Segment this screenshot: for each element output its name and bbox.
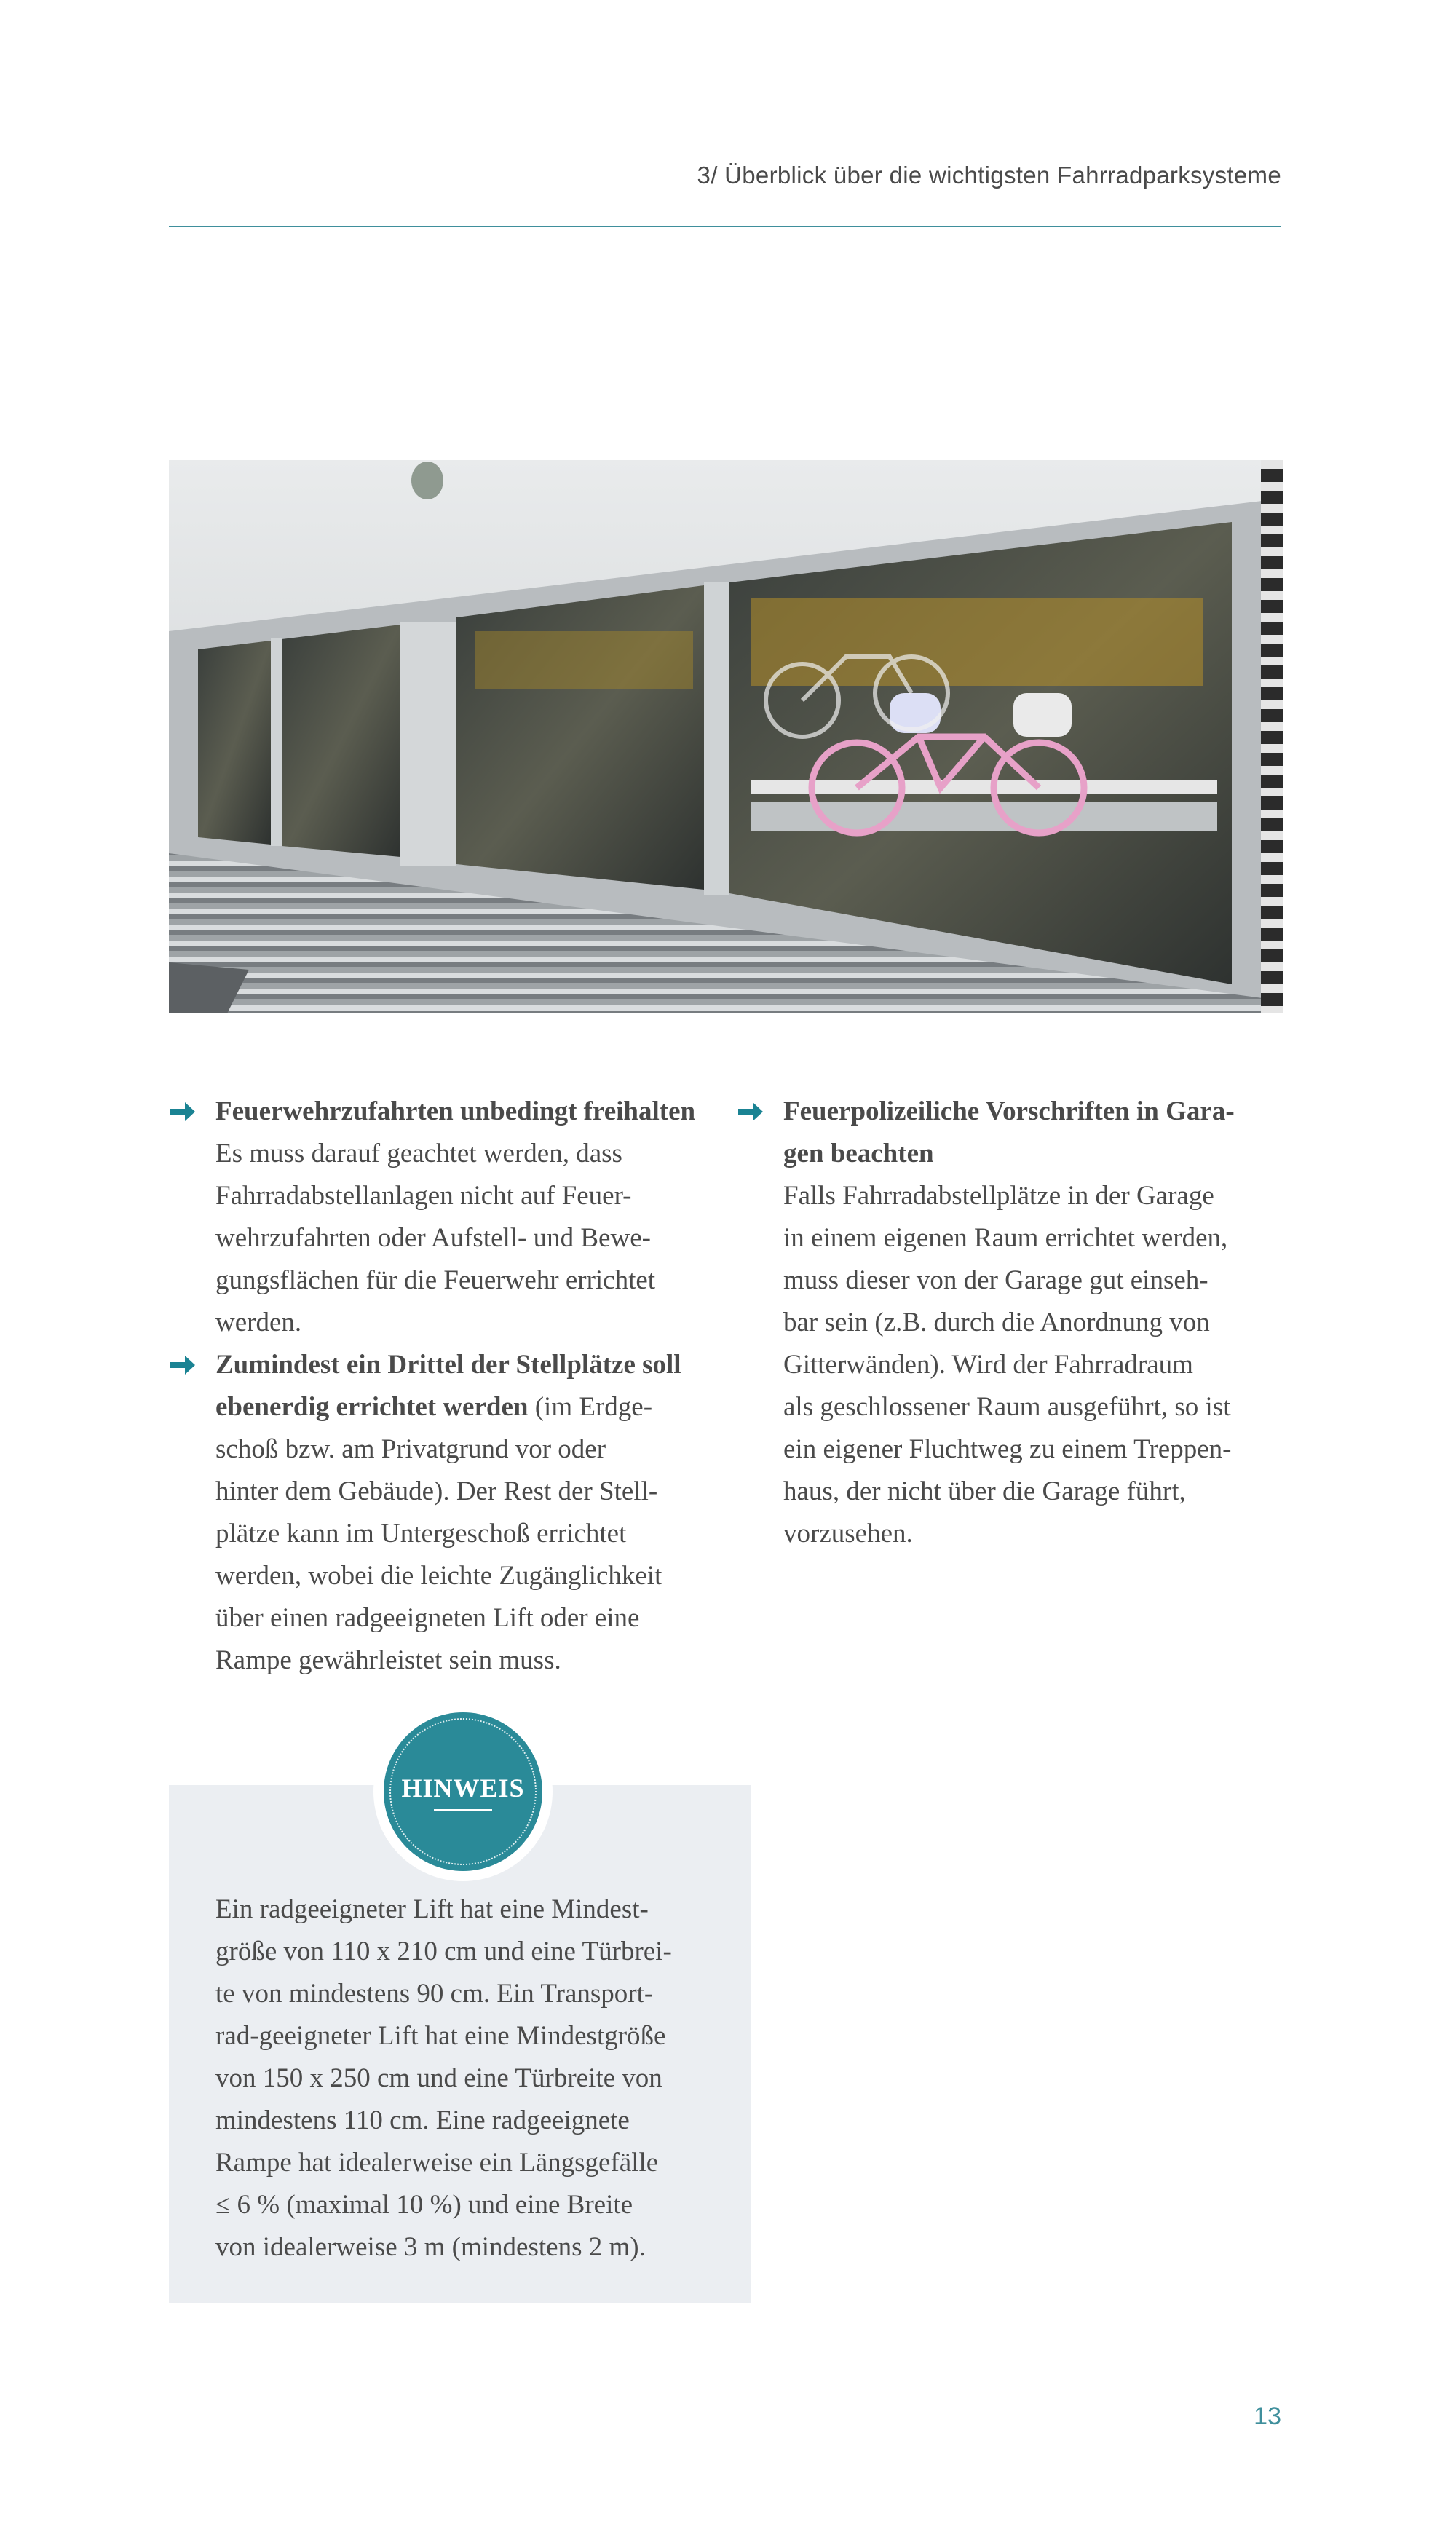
hint-text xyxy=(215,1889,725,2269)
bullet-title-continued: ebenerdig errichtet werden xyxy=(215,1392,529,1422)
bullet-line: als geschlossener Raum ausgeführt, so ist xyxy=(783,1392,1231,1422)
hint-line: größe von 110 x 210 cm und eine Türbrei- xyxy=(215,1937,672,1966)
header-divider xyxy=(169,226,1281,227)
bullet-title: Feuerpolizeiliche Vorschriften in Gara- xyxy=(783,1096,1235,1126)
bullet-line: über einen radgeeigneten Lift oder eine xyxy=(215,1603,640,1633)
bullet-line: wehrzufahrten oder Aufstell- und Bewe- xyxy=(215,1223,651,1253)
bullet-line: schoß bzw. am Privatgrund vor oder xyxy=(215,1434,606,1464)
right-column xyxy=(737,1091,1290,1555)
hint-line: Ein radgeeigneter Lift hat eine Mindest- xyxy=(215,1894,649,1924)
bullet-line: gungsflächen für die Feuerwehr errichtet xyxy=(215,1265,656,1295)
hint-line: mindestens 110 cm. Eine radgeeignete xyxy=(215,2105,630,2135)
hint-line: Rampe hat idealerweise ein Längsgefälle xyxy=(215,2148,659,2178)
bullet-line: plätze kann im Untergeschoß errichtet xyxy=(215,1519,627,1549)
arrow-right-icon xyxy=(737,1091,766,1133)
bullet-line: muss dieser von der Garage gut einseh- xyxy=(783,1265,1208,1295)
hint-line: ≤ 6 % (maximal 10 %) und eine Breite xyxy=(215,2190,633,2220)
bullet-line: werden, wobei die leichte Zugänglichkeit xyxy=(215,1561,662,1591)
hint-line: te von mindestens 90 cm. Ein Transport- xyxy=(215,1979,654,2009)
hint-badge xyxy=(384,1712,542,1871)
bullet-line: hinter dem Gebäude). Der Rest der Stell- xyxy=(215,1476,658,1506)
section-title: 3/ Überblick über die wichtigsten Fahrradparksysteme xyxy=(697,162,1281,189)
bullet-item-fire-access xyxy=(169,1091,722,1344)
bullet-line: vorzusehen. xyxy=(783,1519,913,1549)
bullet-line: Gitterwänden). Wird der Fahrradraum xyxy=(783,1350,1193,1380)
arrow-right-icon xyxy=(169,1091,198,1133)
bullet-line: bar sein (z.B. durch die Anordnung von xyxy=(783,1308,1210,1337)
bullet-line-rest: (im Erdge- xyxy=(528,1392,653,1422)
bullet-title: Feuerwehrzufahrten unbedingt freihalten xyxy=(215,1096,696,1126)
bullet-title-continued: gen beachten xyxy=(783,1139,934,1168)
left-column xyxy=(169,1091,722,1682)
hint-line: rad-geeigneter Lift hat eine Mindestgröße xyxy=(215,2021,666,2051)
bullet-line: werden. xyxy=(215,1308,302,1337)
bullet-line: ein eigener Fluchtweg zu einem Treppen- xyxy=(783,1434,1232,1464)
bullet-line: Es muss darauf geachtet werden, dass xyxy=(215,1139,622,1168)
bullet-item-ground-level xyxy=(169,1344,722,1682)
page-number: 13 xyxy=(1254,2402,1281,2430)
hint-line: von 150 x 250 cm und eine Türbreite von xyxy=(215,2063,662,2093)
hint-label-underline xyxy=(434,1809,492,1811)
photo-illustration xyxy=(169,460,1283,1013)
bullet-item-fire-regulations xyxy=(737,1091,1290,1555)
arrow-right-icon xyxy=(169,1344,198,1386)
bullet-line: in einem eigenen Raum errichtet werden, xyxy=(783,1223,1228,1253)
bullet-line xyxy=(215,1386,722,1428)
bicycle-parking-photo xyxy=(169,460,1283,1013)
bullet-title: Zumindest ein Drittel der Stellplätze soll xyxy=(215,1350,681,1380)
hint-line: von idealerweise 3 m (mindestens 2 m). xyxy=(215,2232,646,2262)
bullet-line: Falls Fahrradabstellplätze in der Garage xyxy=(783,1181,1214,1211)
bullet-line: Rampe gewährleistet sein muss. xyxy=(215,1645,561,1675)
bullet-line: Fahrradabstellanlagen nicht auf Feuer- xyxy=(215,1181,632,1211)
bullet-line: haus, der nicht über die Garage führt, xyxy=(783,1476,1186,1506)
hint-label: HINWEIS xyxy=(401,1773,525,1803)
